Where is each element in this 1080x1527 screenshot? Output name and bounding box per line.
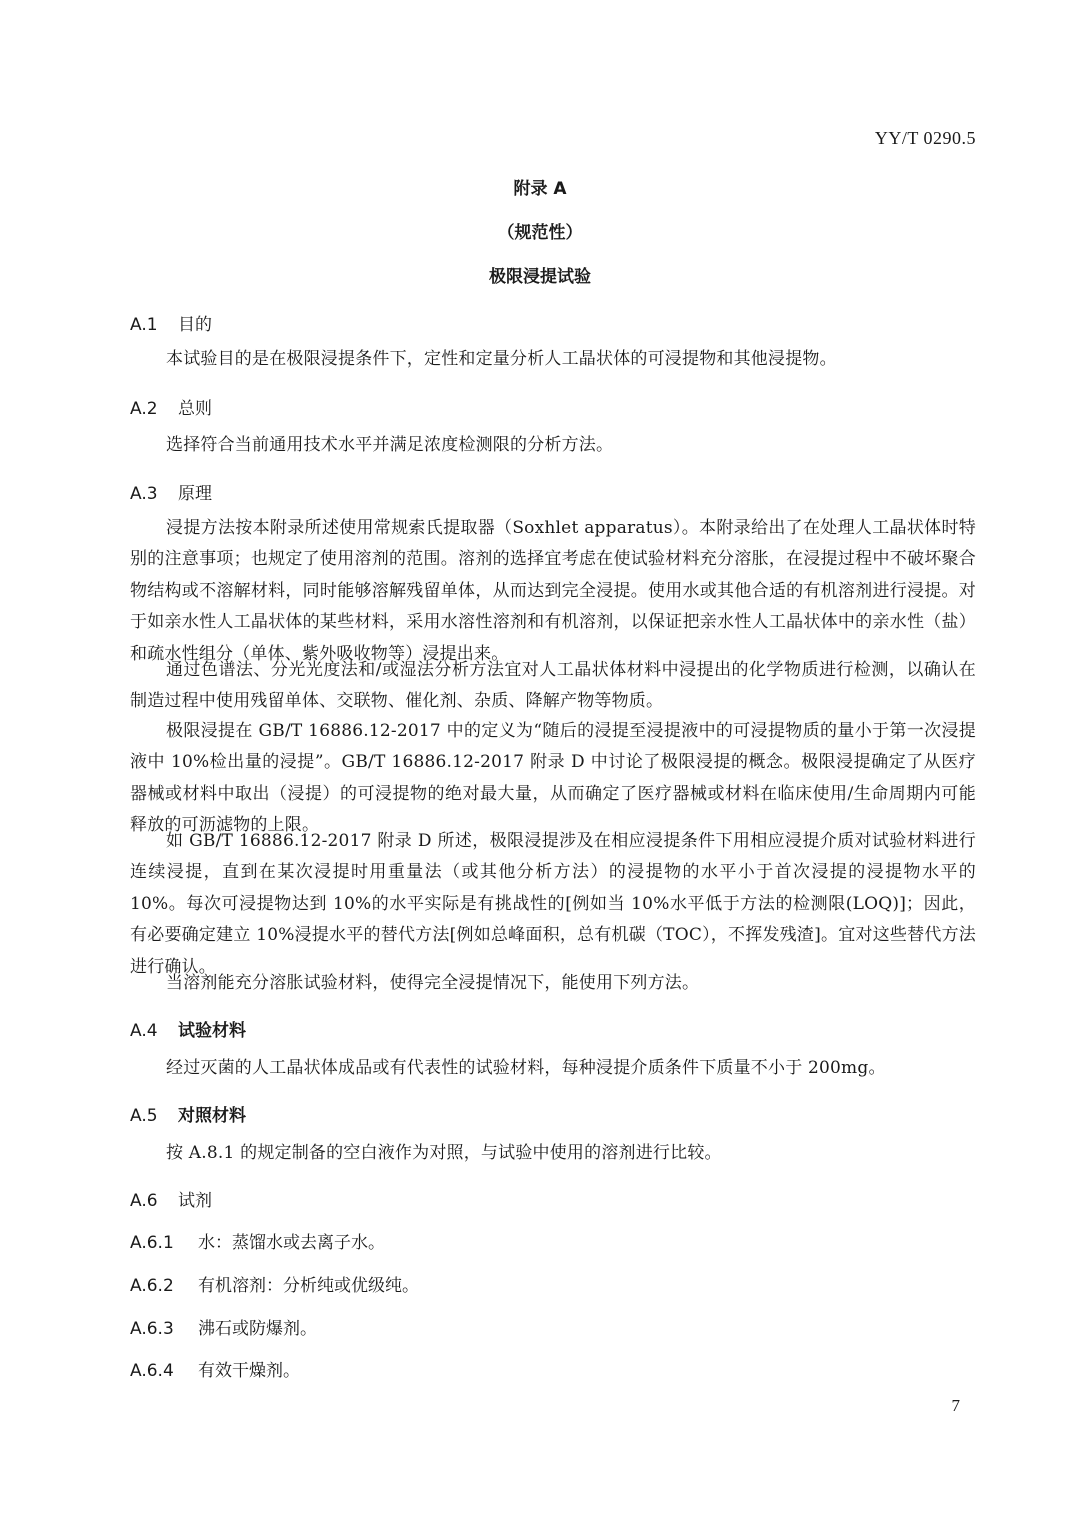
section-a4-heading [130, 1016, 246, 1041]
document-code: YY/T 0290.5 [874, 128, 976, 148]
section-number: A.2 [130, 399, 158, 419]
section-number: A.3 [130, 484, 158, 504]
subsection-number: A.6.3 [130, 1319, 174, 1339]
appendix-title: 极限浸提试验 [489, 267, 591, 287]
subsection-number: A.6.1 [130, 1233, 174, 1253]
section-title: 试剂 [178, 1191, 212, 1211]
section-title: 原理 [178, 484, 212, 504]
subsection-number: A.6.4 [130, 1361, 174, 1381]
section-a5-heading [130, 1101, 246, 1126]
section-number: A.6 [130, 1191, 158, 1211]
section-title: 对照材料 [178, 1106, 246, 1126]
subsection-a6-3 [130, 1314, 317, 1339]
section-title: 目的 [178, 315, 212, 335]
subsection-text: 有效干燥剂。 [198, 1361, 300, 1381]
subsection-a6-1 [130, 1228, 385, 1253]
section-a3-paragraph-1: 浸提方法按本附录所述使用常规索氏提取器（Soxhlet apparatus）。本附录给出了在处理人工晶状体时特别的注意事项；也规定了使用溶剂的范围。溶剂的选择宜考虑在使试验材料充分溶胀，在浸提过程中不破坏聚合物结构或不溶解材料，同时能够溶解残留单体，从而达到完全浸提。使用水或其他合适的有机溶剂进行浸提。对于如亲水性人工晶状体的某些材料，采用水溶性溶剂和有机溶剂，以保证把亲水性人工晶状体中的亲水性（盐）和疏水性组分（单体、紫外吸收物等）浸提出来。 [130, 518, 976, 664]
section-number: A.5 [130, 1106, 158, 1126]
section-a1-body: 本试验目的是在极限浸提条件下，定性和定量分析人工晶状体的可浸提物和其他浸提物。 [166, 349, 837, 369]
section-a2-heading [130, 394, 212, 419]
section-a6-heading [130, 1186, 212, 1211]
subsection-text: 沸石或防爆剂。 [198, 1319, 317, 1339]
section-a3-paragraph-3: 极限浸提在 GB/T 16886.12-2017 中的定义为“随后的浸提至浸提液中的可浸提物质的量小于第一次浸提液中 10%检出量的浸提”。GB/T 16886.12-2017 附录 D 中讨论了极限浸提的概念。极限浸提确定了从医疗器械或材料中取出（浸提）的可浸提物的绝对最大量，从而确定了医疗器械或材料在临床使用/生命周期内可能释放的可沥滤物的上限。 [130, 721, 976, 836]
section-a5-body: 按 A.8.1 的规定制备的空白液作为对照，与试验中使用的溶剂进行比较。 [166, 1143, 722, 1163]
appendix-label: 附录 A [513, 179, 567, 199]
section-a3-paragraph-5: 当溶剂能充分溶胀试验材料，使得完全浸提情况下，能使用下列方法。 [166, 973, 700, 993]
subsection-number: A.6.2 [130, 1276, 174, 1296]
section-a2-body: 选择符合当前通用技术水平并满足浓度检测限的分析方法。 [166, 435, 614, 455]
section-a3-paragraph-2: 通过色谱法、分光光度法和/或湿法分析方法宜对人工晶状体材料中浸提出的化学物质进行检测，以确认在制造过程中使用残留单体、交联物、催化剂、杂质、降解产物等物质。 [130, 660, 976, 712]
subsection-a6-2 [130, 1271, 419, 1296]
section-number: A.4 [130, 1021, 158, 1041]
section-a1-heading [130, 310, 212, 335]
page-number: 7 [951, 1396, 960, 1415]
subsection-a6-4 [130, 1356, 300, 1381]
subsection-text: 有机溶剂：分析纯或优级纯。 [198, 1276, 419, 1296]
appendix-nature: （规范性） [497, 223, 583, 243]
subsection-text: 水：蒸馏水或去离子水。 [198, 1233, 385, 1253]
section-number: A.1 [130, 315, 158, 335]
section-a4-body: 经过灭菌的人工晶状体成品或有代表性的试验材料，每种浸提介质条件下质量不小于 200mg。 [166, 1058, 886, 1078]
section-a3-paragraph-4: 如 GB/T 16886.12-2017 附录 D 所述，极限浸提涉及在相应浸提条件下用相应浸提介质对试验材料进行连续浸提，直到在某次浸提时用重量法（或其他分析方法）的浸提物的水平小于首次浸提的浸提物水平的 10%。每次可浸提物达到 10%的水平实际是有挑战性的[例如当 10%水平低于方法的检测限(LOQ)]；因此，有必要确定建立 10%浸提水平的替代方法[例如总峰面积，总有机碳（TOC），不挥发残渣]。宜对这些替代方法进行确认。 [130, 831, 976, 977]
section-a3-heading [130, 479, 212, 504]
section-title: 总则 [178, 399, 212, 419]
section-title: 试验材料 [178, 1021, 246, 1041]
